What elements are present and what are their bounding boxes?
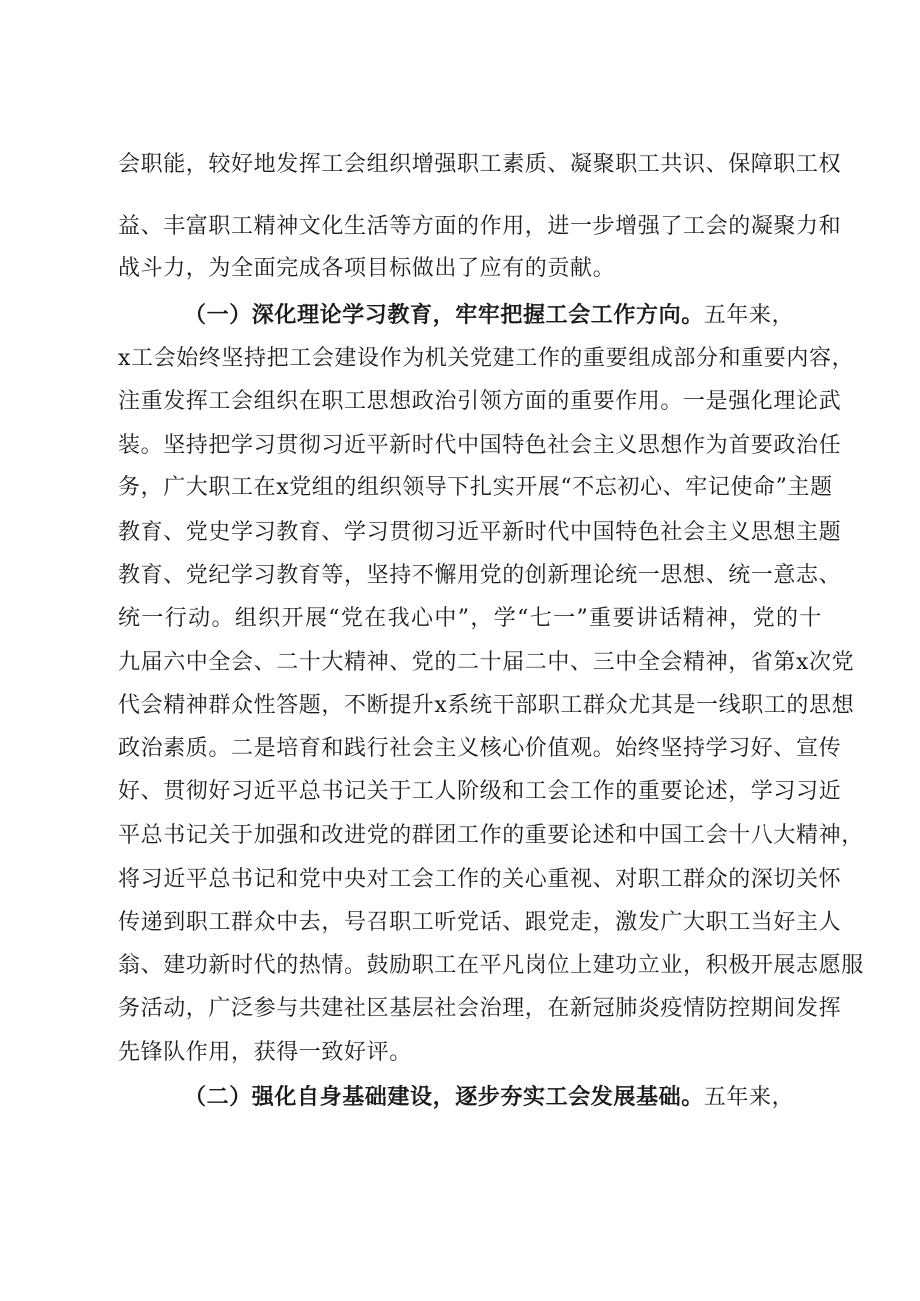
paragraph-line: 先锋队作用，获得一致好评。 [118,1040,412,1065]
section-1-heading: （一）深化理论学习教育，牢牢把握工会工作方向。 [184,302,704,328]
paragraph-line: 代会精神群众性答题，不断提升x系统干部职工群众尤其是一线职工的思想 [118,693,855,718]
paragraph-line: 益、丰富职工精神文化生活等方面的作用，进一步增强了工会的凝聚力和 [118,214,842,239]
paragraph-line: 务，广大职工在x党组的组织领导下扎实开展“不忘初心、牢记使命”主题 [118,475,833,500]
paragraph-line: 战斗力，为全面完成各项目标做出了应有的贡献。 [118,256,616,281]
section-2-heading: （二）强化自身基础建设，逐步夯实工会发展基础。 [184,1084,704,1110]
section-1-heading-tail: 五年来， [703,303,795,328]
paragraph-line: 教育、党史学习教育、学习贯彻习近平新时代中国特色社会主义思想主题 [118,520,842,545]
paragraph-line: 将习近平总书记和党中央对工会工作的关心重视、对职工群众的深切关怀 [118,867,842,892]
paragraph-line: 九届六中全会、二十大精神、党的二十届二中、三中全会精神，省第x次党 [118,650,855,675]
section-2-heading-line [184,1079,822,1115]
paragraph-line: x工会始终坚持把工会建设作为机关党建工作的重要组成部分和重要内容， [118,346,855,371]
paragraph-line: 传递到职工群众中去，号召职工听党话、跟党走，激发广大职工当好主人 [118,910,842,935]
paragraph-line: 装。坚持把学习贯彻习近平新时代中国特色社会主义思想作为首要政治任 [118,433,842,458]
paragraph-line: 会职能，较好地发挥工会组织增强职工素质、凝聚职工共识、保障职工权 [118,152,842,177]
section-1-heading-line [184,297,822,333]
paragraph-line: 务活动，广泛参与共建社区基层社会治理，在新冠肺炎疫情防控期间发挥 [118,996,842,1021]
paragraph-line: 好、贯彻好习近平总书记关于工人阶级和工会工作的重要论述，学习习近 [118,779,842,804]
paragraph-line: 教育、党纪学习教育等，坚持不懈用党的创新理论统一思想、统一意志、 [118,563,842,588]
paragraph-line: 翁、建功新时代的热情。鼓励职工在平凡岗位上建功立业，积极开展志愿服 [118,953,864,978]
paragraph-line: 政治素质。二是培育和践行社会主义核心价值观。始终坚持学习好、宣传 [118,736,842,761]
paragraph-line: 注重发挥工会组织在职工思想政治引领方面的重要作用。一是强化理论武 [118,389,842,414]
paragraph-line: 统一行动。组织开展“党在我心中”，学“七一”重要讲话精神，党的十 [118,606,822,631]
section-2-heading-tail: 五年来， [703,1085,795,1110]
paragraph-line: 平总书记关于加强和改进党的群团工作的重要论述和中国工会十八大精神， [118,823,864,848]
